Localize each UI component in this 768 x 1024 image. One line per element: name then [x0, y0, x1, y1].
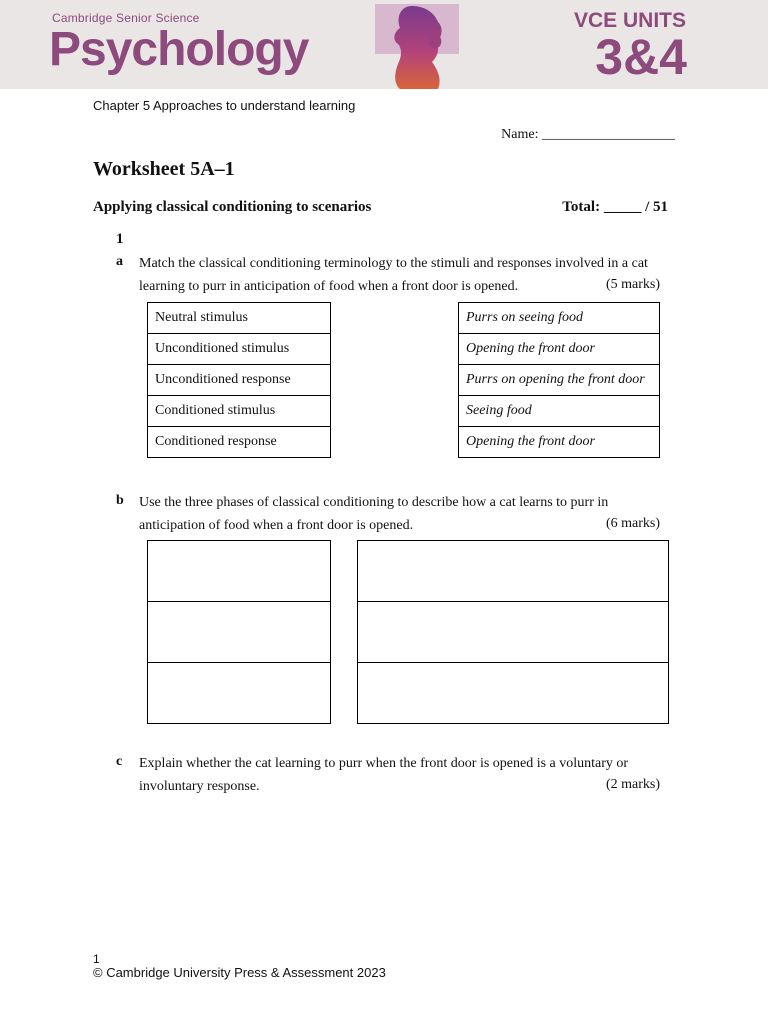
part-a-marks: (5 marks) — [605, 277, 660, 292]
option-cell: Opening the front door — [459, 334, 660, 365]
chapter-heading: Chapter 5 Approaches to understand learning — [93, 98, 356, 113]
term-cell: Conditioned stimulus — [148, 396, 331, 427]
part-a-label: a — [116, 254, 123, 269]
option-cell: Opening the front door — [459, 427, 660, 458]
worksheet-subtitle: Applying classical conditioning to scenarios — [93, 199, 372, 215]
term-cell: Conditioned response — [148, 427, 331, 458]
cover-figure-image — [372, 2, 462, 89]
part-b-text: Use the three phases of classical conditioning to describe how a cat learns to purr in anticipation of food when a front door is opened. — [139, 495, 609, 533]
option-cell: Purrs on opening the front door — [459, 365, 660, 396]
part-c-marks: (2 marks) — [605, 777, 660, 792]
worksheet-title: Worksheet 5A–1 — [93, 158, 235, 180]
page-number: 1 — [93, 952, 100, 966]
term-cell: Unconditioned response — [148, 365, 331, 396]
phase-cell[interactable] — [148, 663, 331, 724]
series-name: Cambridge Senior Science — [52, 11, 200, 25]
part-b-label: b — [116, 493, 124, 508]
description-cell[interactable] — [358, 663, 669, 724]
option-cell: Seeing food — [459, 396, 660, 427]
phase-label-table — [147, 540, 331, 724]
options-table — [458, 302, 660, 458]
subject-title: Psychology — [49, 23, 309, 76]
total-score: Total: _____ / 51 — [562, 199, 668, 215]
term-cell: Neutral stimulus — [148, 303, 331, 334]
part-b-marks: (6 marks) — [605, 516, 660, 531]
question-number: 1 — [116, 231, 124, 247]
header-banner — [0, 0, 768, 89]
part-c-label: c — [116, 754, 123, 769]
part-c-text: Explain whether the cat learning to purr when the front door is opened is a voluntary or involuntary response. — [139, 756, 629, 794]
term-cell: Unconditioned stimulus — [148, 334, 331, 365]
copyright-notice: © Cambridge University Press & Assessment 2023 — [93, 965, 386, 980]
option-cell: Purrs on seeing food — [459, 303, 660, 334]
phase-cell[interactable] — [148, 541, 331, 602]
description-cell[interactable] — [358, 541, 669, 602]
part-a-text: Match the classical conditioning terminology to the stimuli and responses involved in a cat learning to purr in anticipation of food when a front door is opened. — [139, 256, 648, 294]
phase-cell[interactable] — [148, 602, 331, 663]
phase-description-table — [357, 540, 669, 724]
description-cell[interactable] — [358, 602, 669, 663]
terms-table — [147, 302, 331, 458]
name-field[interactable]: Name: ___________________ — [501, 127, 675, 142]
units-label: VCE UNITS — [573, 9, 686, 32]
units-number: 3&4 — [595, 29, 687, 85]
